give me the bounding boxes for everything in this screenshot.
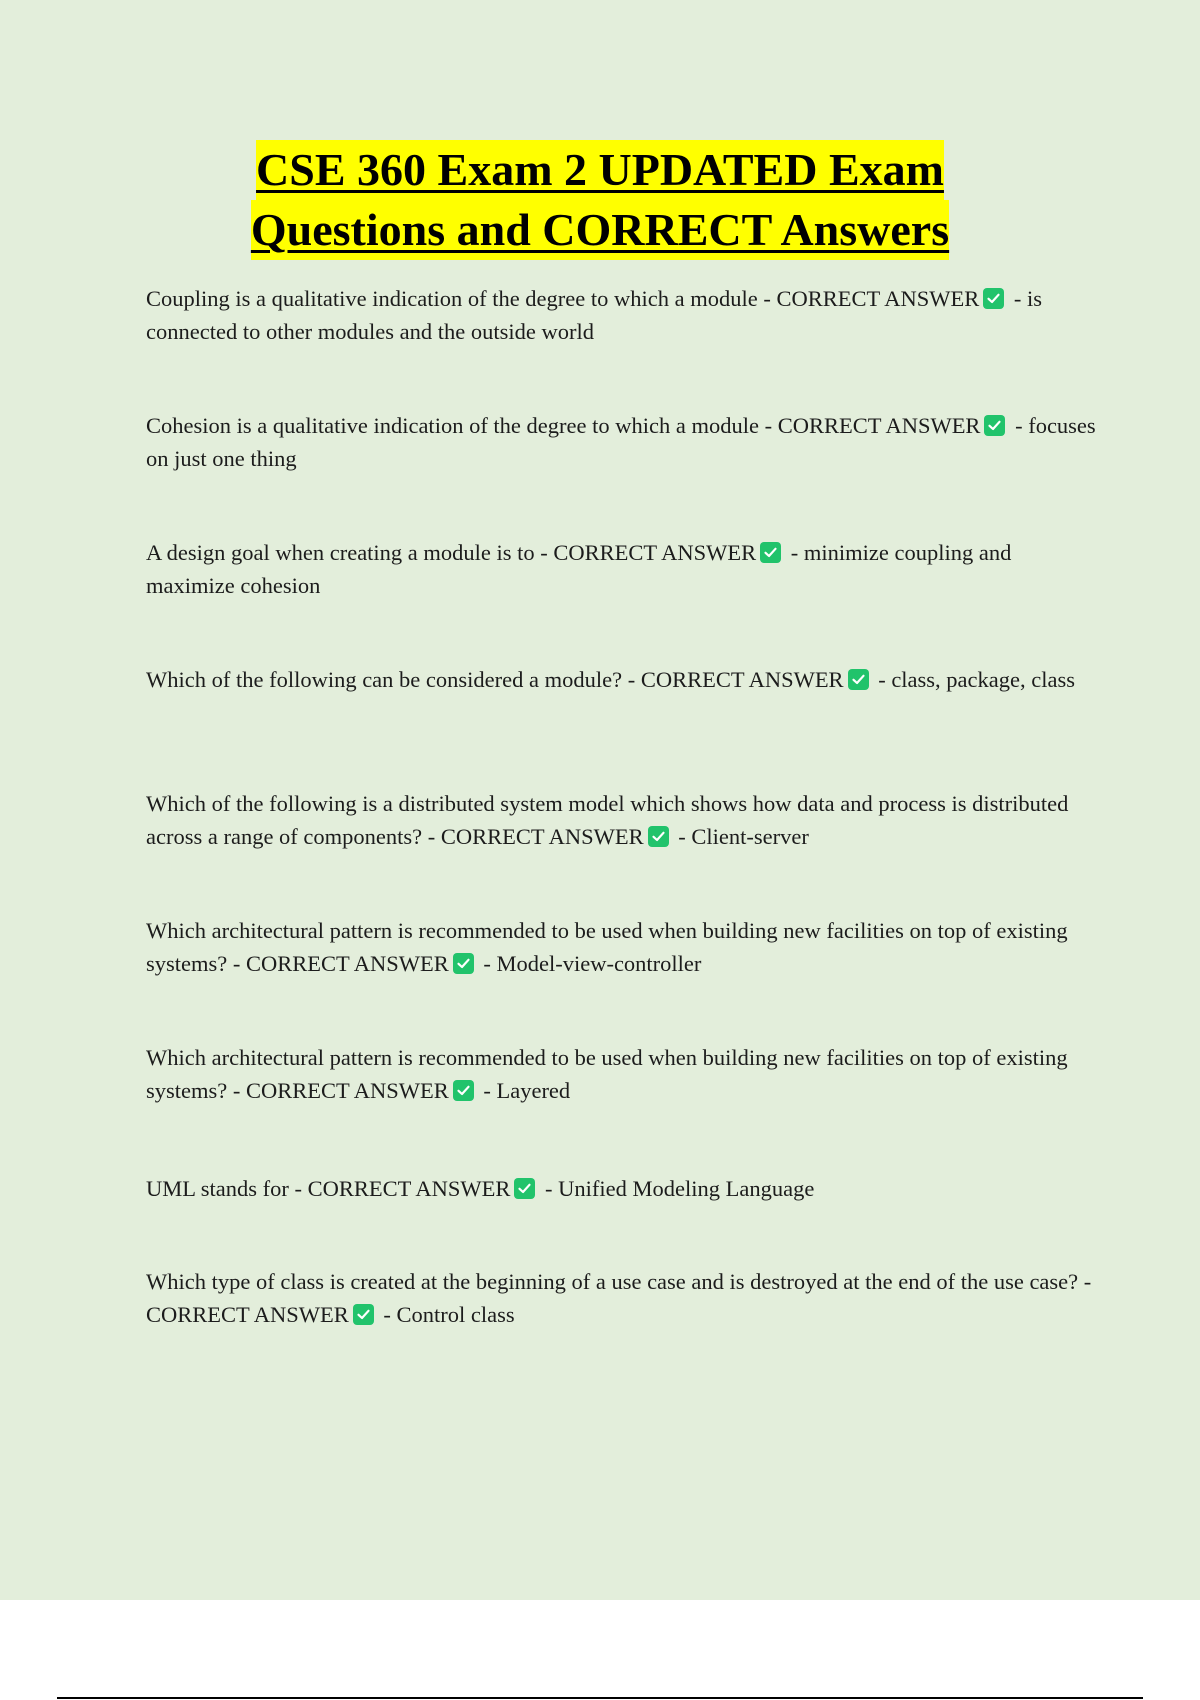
question-text: Which of the following is a distributed system model which shows how data and process is distributed across a range of components? - CORRECT ANSWER: [146, 791, 1069, 849]
check-mark-icon: [848, 669, 869, 690]
question-text: Which type of class is created at the beginning of a use case and is destroyed at the end of the use case? - CORRECT ANSWER: [146, 1269, 1092, 1327]
check-mark-icon: [514, 1178, 535, 1199]
question-text: Which architectural pattern is recommended to be used when building new facilities on top of existing systems? - CORRECT ANSWER: [146, 1045, 1068, 1103]
answer-text: - Layered: [477, 1078, 571, 1103]
answer-text: - minimize coupling and maximize cohesion: [146, 540, 1012, 598]
qa-item: [146, 914, 1096, 980]
qa-item: [146, 1265, 1096, 1331]
answer-text: - Model-view-controller: [477, 951, 702, 976]
qa-item: [146, 409, 1096, 475]
answer-text: - Client-server: [672, 824, 809, 849]
check-mark-icon: [648, 826, 669, 847]
check-mark-icon: [453, 953, 474, 974]
check-mark-icon: [983, 288, 1004, 309]
answer-text: - is connected to other modules and the outside world: [146, 286, 1042, 344]
check-mark-icon: [760, 542, 781, 563]
question-text: Which of the following can be considered a module? - CORRECT ANSWER: [146, 667, 844, 692]
question-text: A design goal when creating a module is to - CORRECT ANSWER: [146, 540, 757, 565]
document-title: [0, 140, 1200, 260]
check-mark-icon: [453, 1080, 474, 1101]
check-mark-icon: [984, 415, 1005, 436]
qa-item: [146, 663, 1096, 696]
qa-item: [146, 536, 1096, 602]
question-text: Cohesion is a qualitative indication of the degree to which a module - CORRECT ANSWER: [146, 413, 981, 438]
answer-text: - focuses on just one thing: [146, 413, 1096, 471]
answer-text: - class, package, class: [872, 667, 1075, 692]
title-line-1: CSE 360 Exam 2 UPDATED Exam: [256, 140, 944, 200]
page-footer-rule: [57, 1697, 1143, 1699]
qa-item: [146, 282, 1096, 348]
answer-text: - Unified Modeling Language: [539, 1176, 815, 1201]
qa-item: [146, 1172, 1096, 1205]
qa-item: [146, 787, 1096, 853]
qa-item: [146, 1041, 1096, 1107]
answer-text: - Control class: [377, 1302, 515, 1327]
question-text: Coupling is a qualitative indication of the degree to which a module - CORRECT ANSWER: [146, 286, 980, 311]
question-text: Which architectural pattern is recommended to be used when building new facilities on top of existing systems? - CORRECT ANSWER: [146, 918, 1068, 976]
check-mark-icon: [353, 1304, 374, 1325]
question-text: UML stands for - CORRECT ANSWER: [146, 1176, 511, 1201]
title-line-2: Questions and CORRECT Answers: [251, 200, 949, 260]
